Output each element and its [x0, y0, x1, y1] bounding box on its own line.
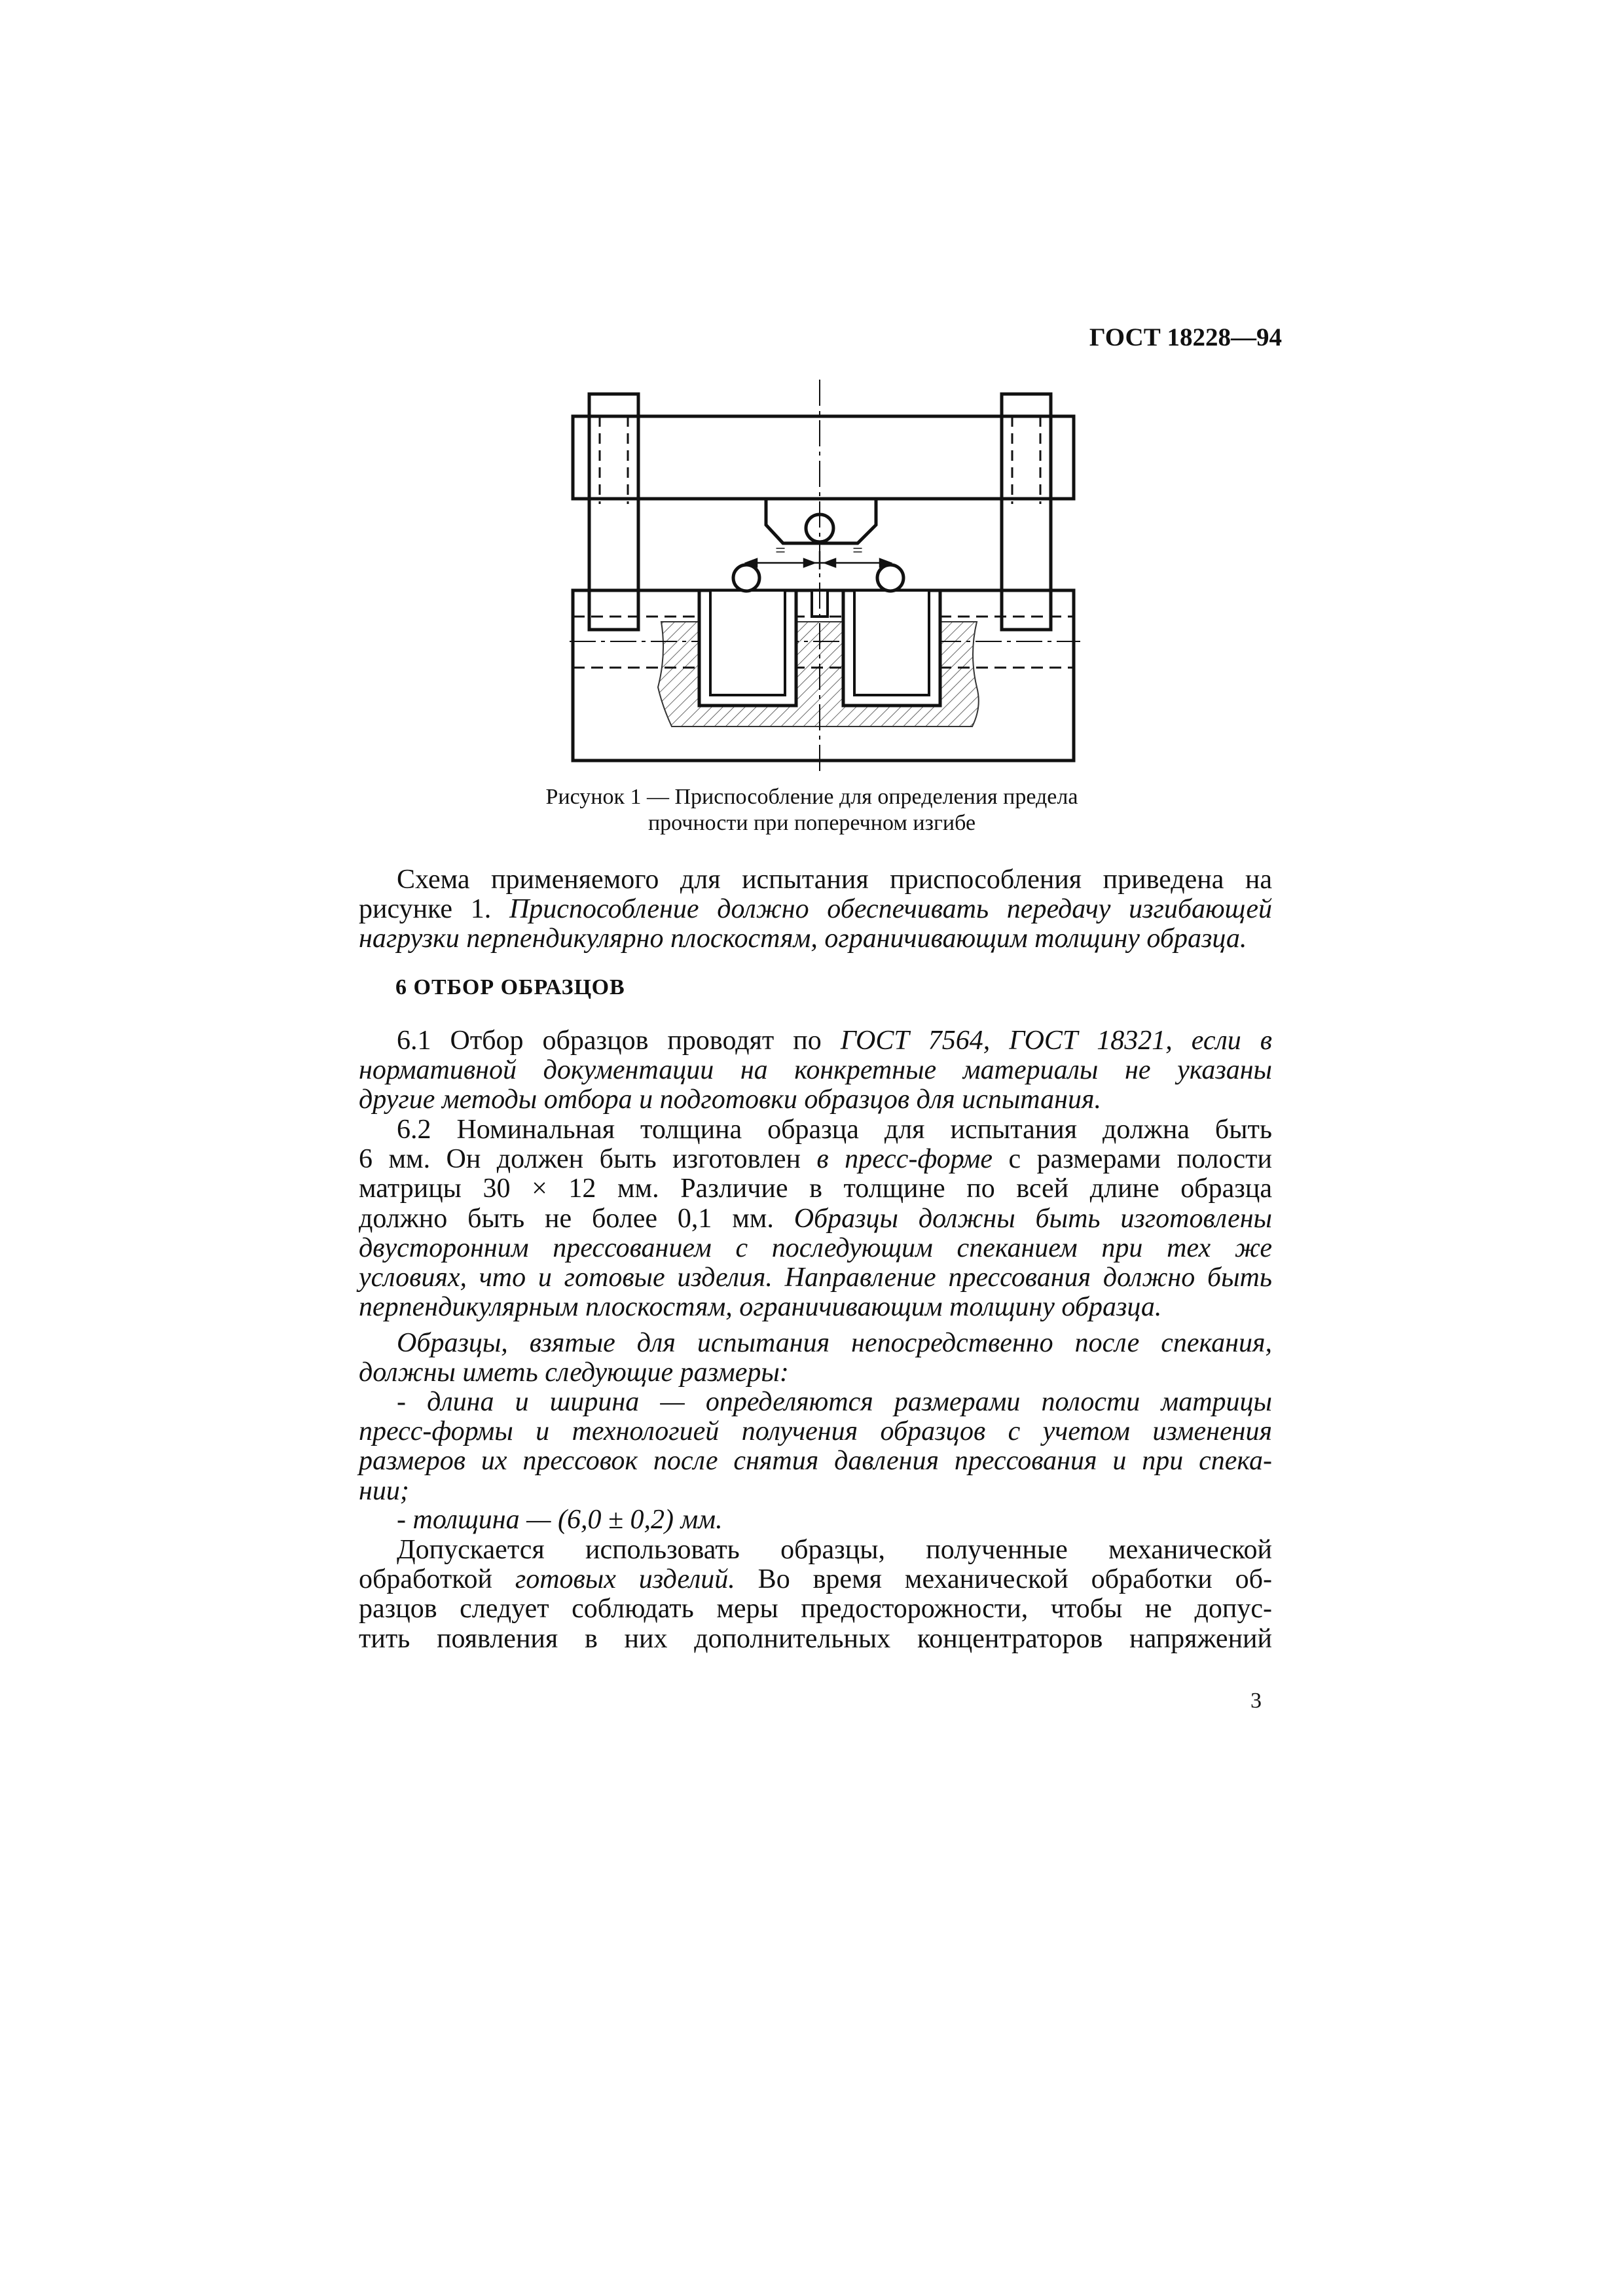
text-line: должны иметь следующие размеры:	[359, 1357, 789, 1388]
text-line: тить появления в них дополнительных концентраторов напряжений	[359, 1623, 1272, 1654]
paragraph-machined-samples	[359, 1535, 1272, 1654]
text-line: пресс-формы и технологией получения образцов с учетом изменения	[359, 1416, 1272, 1447]
text-line: матрицы 30 × 12 мм. Различие в толщине по всей длине образца	[359, 1174, 1272, 1204]
text-line: нии;	[359, 1475, 409, 1506]
left-guide-column	[589, 394, 638, 630]
text-line: обработкой готовых изделий. Во время механической обработки об-	[359, 1564, 1272, 1595]
equal-spacing-dimension	[746, 551, 890, 569]
paragraph-6-1	[359, 1026, 1272, 1115]
text-line: - длина и ширина — определяются размерами полости матрицы	[397, 1387, 1272, 1417]
text-line: Схема применяемого для испытания приспособления приведена на	[397, 865, 1272, 895]
section-heading: 6 ОТБОР ОБРАЗЦОВ	[395, 975, 625, 999]
text-line: Допускается использовать образцы, полученные механической	[397, 1535, 1272, 1565]
text-line: - толщина — (6,0 ± 0,2) мм.	[397, 1505, 723, 1535]
list-item-length-width	[359, 1388, 1272, 1506]
text-line: размеров их прессовок после снятия давления прессования и при спека-	[359, 1446, 1272, 1477]
text-line: нагрузки перпендикулярно плоскостям, ограничивающим толщину образца.	[359, 924, 1247, 954]
text-line: 6.2 Номинальная толщина образца для испытания должна быть	[397, 1115, 1272, 1145]
left-support-roller	[733, 565, 759, 591]
right-guide-column	[1002, 394, 1051, 630]
paragraph-6-2	[359, 1115, 1272, 1322]
page-number: 3	[1250, 1689, 1262, 1713]
text-line: двусторонним прессованием с последующим спеканием при тех же	[359, 1232, 1272, 1263]
figure-press-fixture-drawing	[550, 380, 1087, 772]
text-line: условиях, что и готовые изделия. Направление прессования должно быть	[359, 1263, 1272, 1293]
left-support-die-inner	[710, 590, 785, 695]
document-standard-number: ГОСТ 18228—94	[1089, 323, 1282, 351]
text-line: разцов следует соблюдать меры предосторожности, чтобы не допус-	[359, 1594, 1272, 1624]
caption-line: прочности при поперечном изгибе	[647, 811, 976, 835]
text-line: должно быть не более 0,1 мм. Образцы должны быть изготовлены	[359, 1203, 1272, 1234]
text-line: 6.1 Отбор образцов проводят по ГОСТ 7564, ГОСТ 18321, если в	[397, 1026, 1272, 1056]
text-line: рисунке 1. Приспособление должно обеспечивать передачу изгибающей	[359, 894, 1273, 925]
equal-mark-right: =	[852, 541, 863, 561]
right-support-die-inner	[854, 590, 929, 695]
figure-caption	[458, 784, 1165, 836]
caption-line: Рисунок 1 — Приспособление для определения предела	[545, 785, 1078, 809]
intro-paragraph	[359, 865, 1272, 954]
list-item-thickness	[359, 1505, 1272, 1535]
right-support-roller	[877, 565, 903, 591]
paragraph-sample-dimensions	[359, 1329, 1272, 1388]
text-line: Образцы, взятые для испытания непосредственно после спекания,	[397, 1328, 1272, 1358]
text-line: другие методы отбора и подготовки образцов для испытания.	[359, 1085, 1101, 1115]
text-line: перпендикулярным плоскостям, ограничивающим толщину образца.	[359, 1292, 1162, 1323]
text-line: 6 мм. Он должен быть изготовлен в пресс-форме с размерами полости	[359, 1144, 1272, 1175]
upper-crossbar	[573, 416, 1074, 499]
text-line: нормативной документации на конкретные материалы не указаны	[359, 1055, 1272, 1086]
equal-mark-left: =	[775, 541, 786, 561]
